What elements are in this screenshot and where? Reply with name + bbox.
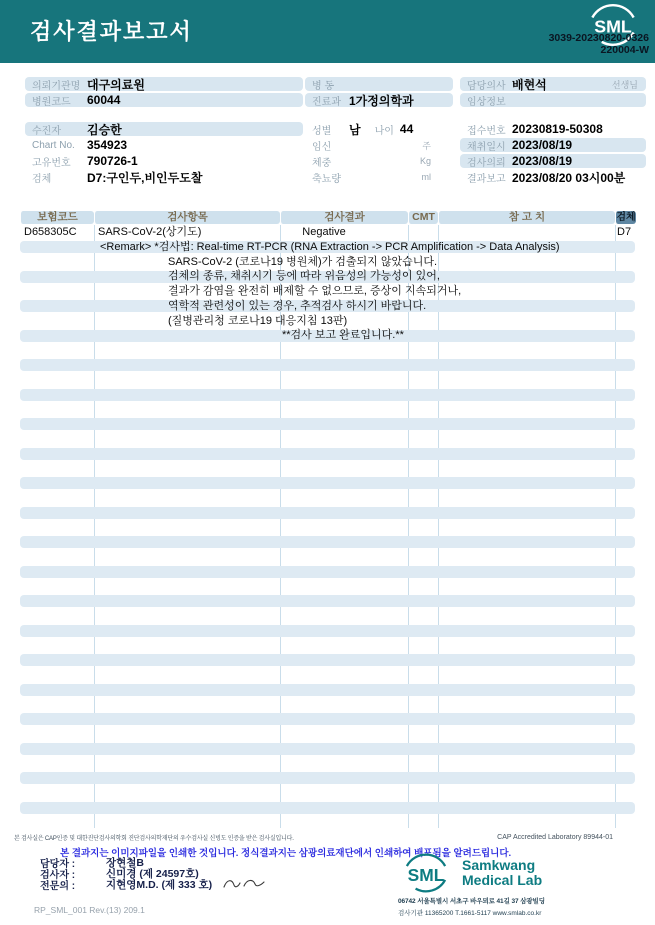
info-field-label: 진료과 [312,96,341,108]
results-table-body [20,225,636,830]
table-header-cell-spec: 검체 [616,212,636,223]
table-header-cell-ref: 참 고 치 [438,211,615,224]
table-remark-text: SARS-CoV-2 (코로나19 병원체)가 검출되지 않았습니다. [168,255,438,268]
info-field-label: 임신 [312,141,332,153]
info-field-label: 병원코드 [32,96,71,108]
table-remark-text: 결과가 감염을 완전히 배제할 수 없으므로, 증상이 지속되거나, [168,285,462,297]
lab-address: 06742 서울특별시 서초구 바우뫼로 41길 37 삼광빌딩 [398,898,545,905]
table-row [20,800,636,815]
info-field [25,169,303,185]
info-field-value: 배현석 [512,77,547,92]
table-remark-text: 검체의 종류, 채취시기 등에 따라 위음성의 가능성이 있어, [168,270,440,283]
table-cell-code: D658305C [24,226,77,238]
info-field-value: 김승한 [87,122,122,137]
sml-logo-text: SML [594,16,632,37]
info-field-unit: ml [421,172,431,182]
info-field [460,153,646,169]
table-row [20,682,636,697]
table-row [20,358,636,373]
info-field [460,169,646,185]
table-row [20,240,636,255]
info-field [25,153,303,169]
info-field-label: 결과보고 [467,173,506,185]
info-field [305,137,453,153]
table-cell-item: SARS-CoV-2(상기도) [98,226,202,238]
staff-name: 장현철B [106,857,145,869]
sml-footer-logo-icon [398,853,454,893]
table-row [20,417,636,432]
info-field-unit: Kg [419,156,431,166]
info-field [25,76,303,92]
staff-row [40,879,212,890]
table-row [20,314,636,329]
info-field [460,92,646,108]
info-field-label: 병 동 [312,80,335,92]
table-row [20,402,636,417]
table-row [20,668,636,683]
table-row [20,786,636,801]
info-field-label: 나이 [374,125,394,137]
table-row [20,653,636,668]
info-field-label: 검체 [32,173,52,185]
form-code: RP_SML_001 Rev.(13) 209.1 [34,905,145,915]
table-remark-text: 역학적 관련성이 있는 경우, 추적검사 하시기 바랍니다. [168,299,427,312]
info-column-left [25,76,303,185]
info-field [460,121,646,137]
doctor-signature-icon [222,877,266,891]
table-row [20,697,636,712]
info-gap [305,108,453,121]
table-row [20,623,636,638]
table-header-cell-item: 검사항목 [94,211,280,224]
staff-name: 신미경 (제 24597호) [106,868,199,880]
info-field-value: 2023/08/19 [512,138,573,152]
table-row [20,373,636,388]
staff-role-label: 검사자 : [40,870,76,881]
table-row [20,741,636,756]
info-field-label: 채취일시 [467,141,506,153]
table-row [20,328,636,343]
table-remark-text: <Remark> *검사법: Real-time RT-PCR (RNA Extraction -> PCR Amplification -> Data Analysis) [100,240,560,253]
table-row [20,505,636,520]
table-row [20,269,636,284]
info-field-label: 접수번호 [467,125,506,137]
info-field-value: 20230819-50308 [512,122,603,136]
lab-name-line2: Medical Lab [462,872,543,888]
info-gap [460,108,646,121]
info-column-middle [305,76,453,185]
info-field-value: 44 [399,122,414,136]
table-row [20,609,636,624]
table-row [20,284,636,299]
info-field-value: 대구의료원 [87,77,145,92]
info-field-label: 검사의뢰 [467,157,506,169]
info-field-value: D7:구인두,비인두도찰 [87,170,203,185]
info-field [25,137,303,153]
info-field-label: 고유번호 [32,157,71,169]
table-row [20,579,636,594]
table-remark-text: (질병관리청 코로나19 대응지침 13판) [168,314,348,327]
info-field [460,76,646,92]
results-table [20,210,636,830]
table-row [20,771,636,786]
table-row [20,255,636,270]
info-field-label: 수진자 [32,125,61,137]
footer-lab-logo-block [398,853,648,917]
info-field-label: 임상정보 [467,96,506,108]
info-field-suffix: 선생님 [611,79,638,90]
table-row [20,491,636,506]
lab-name-line1: Samkwang [462,857,536,873]
table-row [20,520,636,535]
info-field-label: 의뢰기관명 [32,80,81,92]
table-row [20,343,636,358]
staff-name: 지현영M.D. (제 333 호) [106,879,213,891]
staff-block [40,857,212,890]
info-field-label: 축뇨량 [312,173,341,185]
info-field [305,153,453,169]
info-field-value: 60044 [87,93,121,107]
staff-role-label: 전문의 : [40,881,76,892]
info-field-value: 남 [349,122,361,137]
table-row [20,299,636,314]
info-column-right [460,76,646,185]
info-field-value: 2023/08/19 [512,154,573,168]
table-row [20,550,636,565]
info-field-value: 790726-1 [87,154,138,168]
lab-name [462,858,542,888]
document-number [549,32,649,56]
staff-role-label: 담당자 : [40,859,76,870]
table-row [20,225,636,240]
table-cell-spec: D7 [617,226,632,238]
table-row [20,756,636,771]
info-field-label: 성별 [312,125,332,137]
table-remark-text: **검사 보고 완료입니다.** [282,329,404,342]
info-field-label: Chart No. [32,139,75,151]
cap-certification-note: 본 검사실은 CAP인증 및 대한진단검사의학회 진단검사의학재단의 우수검사실 신빙도 인증을 받은 검사실입니다. [14,836,294,842]
table-row [20,476,636,491]
results-table-header [20,210,636,225]
table-row [20,815,636,830]
document-number-line2: 220004-W [600,44,649,56]
info-field-value: 354923 [87,138,128,152]
page-title: 검사결과보고서 [30,19,193,44]
info-field-unit: 주 [422,140,431,151]
info-field [305,121,453,137]
table-row [20,638,636,653]
table-header-cell-cmt: CMT [408,211,438,224]
info-field-value: 2023/08/20 03시00분 [512,170,626,185]
info-field-label: 담당의사 [467,80,506,92]
table-row [20,727,636,742]
table-header-cell-result: 검사결과 [280,211,408,224]
table-row [20,461,636,476]
info-field [305,76,453,92]
report-banner [0,0,655,63]
info-field [460,137,646,153]
cap-accredited-label: CAP Accredited Laboratory 89944-01 [497,834,613,841]
document-number-line1: 3039-20230820-0326 [548,32,649,44]
info-field [305,169,453,185]
info-field-label: 체중 [312,157,332,169]
table-header-cell-code: 보험코드 [20,211,94,224]
info-field [305,92,453,108]
info-gap [25,108,303,121]
table-row [20,446,636,461]
table-row [20,535,636,550]
print-notice: 본 결과지는 이미지파일을 인쇄한 것입니다. 정식결과지는 삼광의료재단에서 인쇄하여 배포됨을 알려드립니다. [60,848,512,859]
table-row [20,432,636,447]
info-field-value: 1가정의학과 [349,93,414,108]
info-field [25,92,303,108]
table-row [20,594,636,609]
lab-contact: 검사기관 11365200 T.1661-5117 www.smlab.co.kr [398,910,542,917]
table-row [20,564,636,579]
sml-footer-logo-text: SML [407,864,445,885]
table-cell-result: Negative [302,226,346,238]
info-field [25,121,303,137]
table-row [20,712,636,727]
patient-info-section [0,76,655,188]
table-row [20,387,636,402]
